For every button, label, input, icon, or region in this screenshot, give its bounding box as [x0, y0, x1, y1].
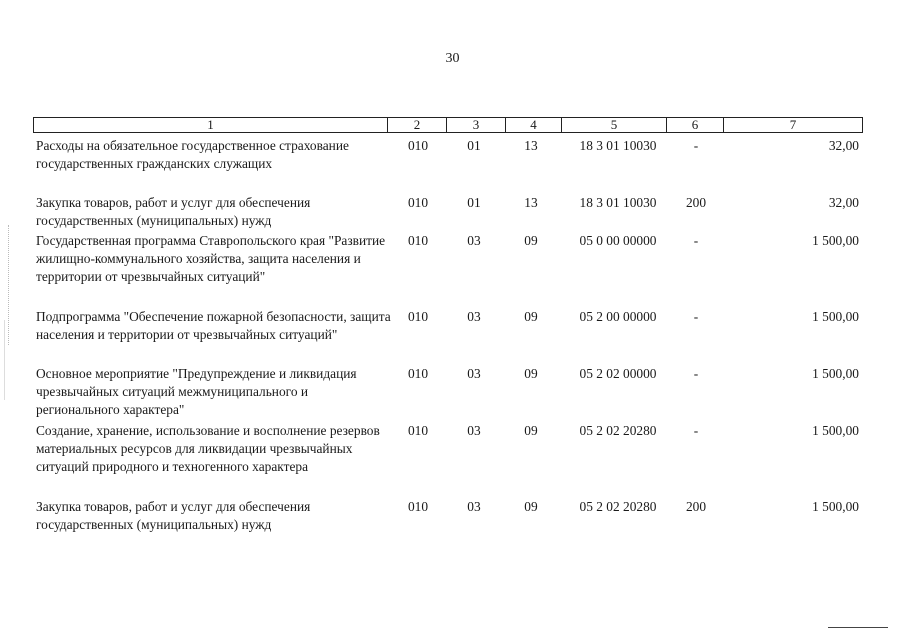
- bottom-rule: [828, 627, 888, 628]
- scan-artifact: [4, 320, 6, 400]
- scan-artifact: [8, 225, 10, 345]
- row-col-3: 01: [467, 195, 481, 210]
- row-col-6: -: [693, 138, 699, 153]
- row-col-4: 09: [524, 499, 538, 514]
- row-col-4: 09: [524, 309, 538, 324]
- row-col-2: 010: [407, 366, 429, 381]
- row-col-5: 05 2 00 00000: [579, 309, 657, 324]
- header-col-1: 1: [207, 117, 214, 132]
- row-col-5: 05 2 02 20280: [579, 423, 657, 438]
- header-col-5: 5: [561, 118, 666, 132]
- row-col-7: 1 500,00: [812, 309, 859, 324]
- row-name: Основное мероприятие "Предупреждение и ликвидация чрезвычайных ситуаций межмуниципального и регионального характера": [36, 366, 357, 417]
- row-col-3: 03: [467, 309, 481, 324]
- row-col-7: 32,00: [828, 195, 859, 210]
- table-header: [33, 117, 863, 133]
- row-col-2: 010: [407, 423, 429, 438]
- row-col-5: 05 2 02 00000: [579, 366, 657, 381]
- row-col-7: 1 500,00: [812, 233, 859, 248]
- row-col-2: 010: [407, 499, 429, 514]
- row-col-5: 18 3 01 10030: [579, 138, 657, 153]
- row-col-6: -: [693, 423, 699, 438]
- row-col-2: 010: [407, 233, 429, 248]
- header-col-7: 7: [723, 118, 862, 132]
- row-col-7: 1 500,00: [812, 366, 859, 381]
- row-col-6: 200: [685, 195, 707, 210]
- row-name: Закупка товаров, работ и услуг для обеспечения государственных (муниципальных) нужд: [36, 195, 311, 228]
- row-col-6: -: [693, 366, 699, 381]
- row-col-3: 03: [467, 423, 481, 438]
- row-col-3: 03: [467, 233, 481, 248]
- header-col-4: 4: [505, 118, 561, 132]
- header-col-2: 2: [387, 118, 446, 132]
- page-number: 30: [445, 51, 460, 66]
- row-col-3: 03: [467, 499, 481, 514]
- row-col-7: 1 500,00: [812, 423, 859, 438]
- row-col-6: -: [693, 309, 699, 324]
- row-col-2: 010: [407, 195, 429, 210]
- row-col-2: 010: [407, 138, 429, 153]
- row-name: Расходы на обязательное государственное страхование государственных гражданских служащих: [36, 138, 349, 171]
- row-name: Закупка товаров, работ и услуг для обеспечения государственных (муниципальных) нужд: [36, 499, 311, 532]
- row-col-4: 09: [524, 423, 538, 438]
- header-col-3: 3: [446, 118, 505, 132]
- row-col-3: 01: [467, 138, 481, 153]
- row-col-7: 1 500,00: [812, 499, 859, 514]
- row-col-5: 05 2 02 20280: [579, 499, 657, 514]
- row-col-6: -: [693, 233, 699, 248]
- header-col-6: 6: [666, 118, 723, 132]
- row-name: Подпрограмма "Обеспечение пожарной безопасности, защита населения и территории от чрезвычайных ситуаций": [36, 309, 391, 342]
- row-col-6: 200: [685, 499, 707, 514]
- row-col-4: 09: [524, 366, 538, 381]
- row-name: Государственная программа Ставропольского края "Развитие жилищно-коммунального хозяйства, защита населения и территории от чрезвычайных ситуаций": [36, 233, 386, 284]
- row-col-3: 03: [467, 366, 481, 381]
- row-col-5: 18 3 01 10030: [579, 195, 657, 210]
- row-col-4: 13: [524, 195, 538, 210]
- row-col-7: 32,00: [828, 138, 859, 153]
- row-col-2: 010: [407, 309, 429, 324]
- row-col-4: 09: [524, 233, 538, 248]
- row-name: Создание, хранение, использование и восполнение резервов материальных ресурсов для ликвидации чрезвычайных ситуаций природного и техногенного характера: [36, 423, 380, 474]
- row-col-4: 13: [524, 138, 538, 153]
- row-col-5: 05 0 00 00000: [579, 233, 657, 248]
